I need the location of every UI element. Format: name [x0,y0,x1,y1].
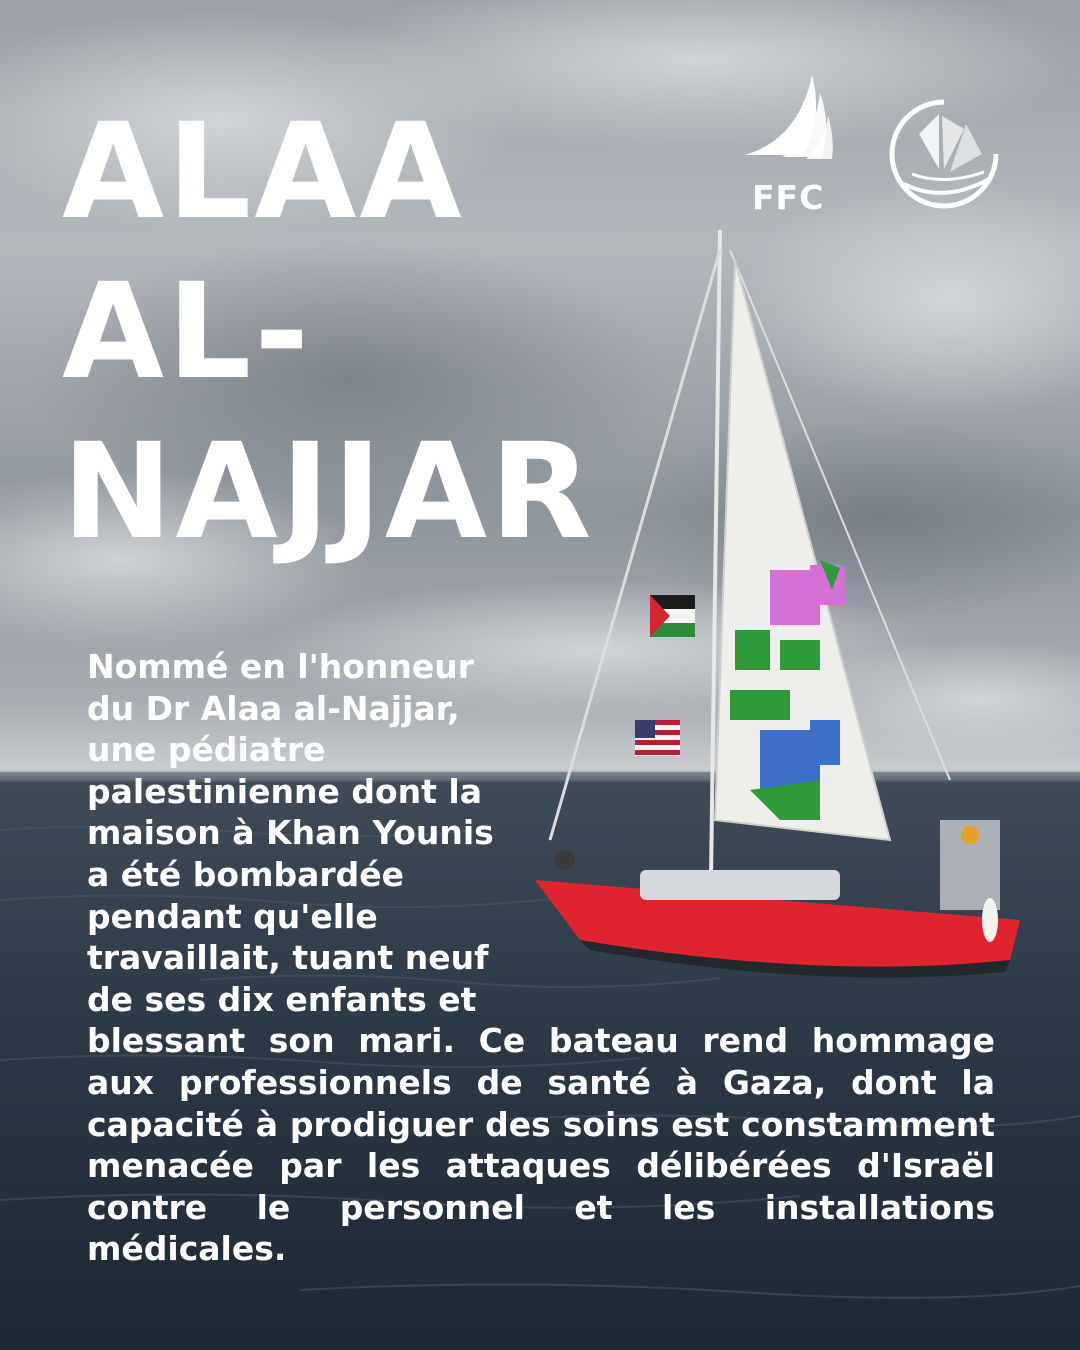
ffc-logo-text: FFC [752,178,825,217]
boat-name-title [62,92,595,572]
title-line-1: ALAA [62,95,465,249]
dedication-text-upper: Nommé en l'honneur du Dr Alaa al-Najjar, une pédiatre palestinienne dont la maison à Khan Younis a été bombardée pendant qu'elle travaillait, tuant neuf de ses dix enfants et [87,647,494,1019]
title-line-2: AL- [62,255,313,409]
title-line-3: NAJJAR [62,415,595,569]
palestine-flag [650,595,695,637]
dedication-paragraph [87,646,995,1270]
dedication-text-lower: blessant son mari. Ce bateau rend hommage aux professionnels de santé à Gaza, dont la capacité à prodiguer des soins est constamment menacée par les attaques délibérées d'Israël contre le personnel et les installations médicales. [87,1021,995,1269]
flotilla-emblem-logo [884,94,1004,209]
